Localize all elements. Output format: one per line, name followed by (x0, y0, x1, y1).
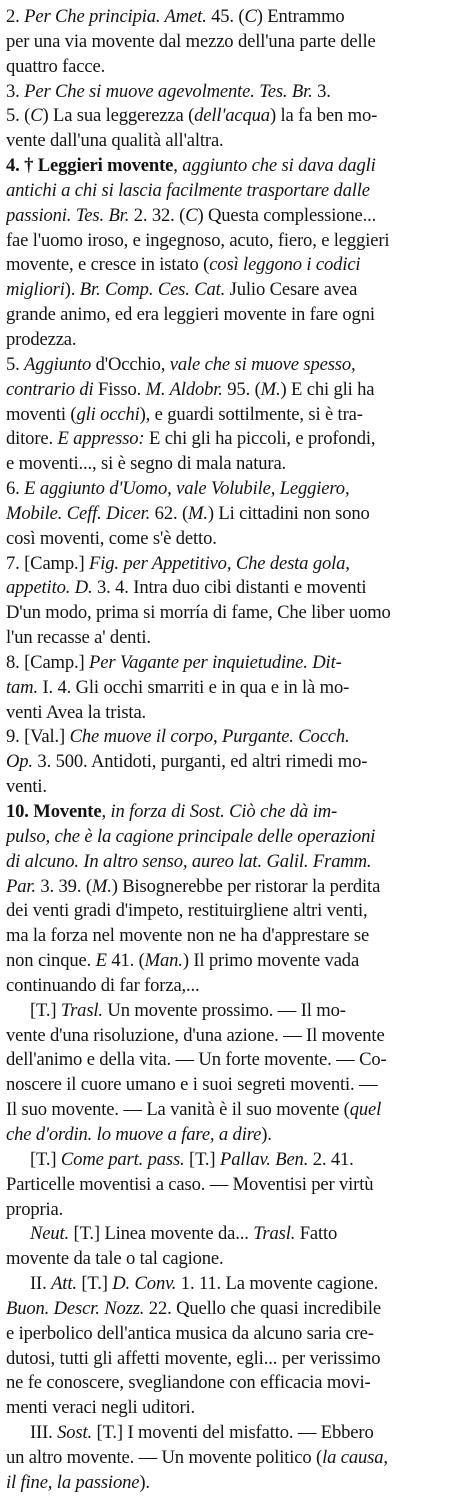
text-line: così moventi, come s'è detto. (6, 527, 217, 549)
text-line: di alcuno. In altro senso, aureo lat. Galil. Framm. (6, 850, 372, 872)
text-line: l'un recasse a' denti. (6, 627, 151, 649)
sense-2 (6, 5, 465, 80)
text-line: propria. (6, 1198, 64, 1220)
sense-8 (6, 651, 465, 726)
text-line: non cinque. E 41. (Man.) Il primo movente vada (6, 950, 360, 972)
text-line: movente da tale o tal cagione. (6, 1248, 224, 1270)
text-line: 6. E aggiunto d'Uomo, vale Volubile, Leggiero, (6, 478, 350, 500)
text-line: passioni. Tes. Br. 2. 32. (C) Questa complessione... (6, 204, 377, 226)
text-line: 4. † Leggieri movente, aggiunto che si dava dagli (6, 155, 376, 177)
section-II-cont (6, 1297, 465, 1421)
section-III-cont (6, 1446, 465, 1496)
text-line: 5. Aggiunto d'Occhio, vale che si muove spesso, (6, 353, 356, 375)
text-line: vente d'una risoluzione, d'una azione. — Il movente (6, 1024, 385, 1046)
text-line: e iperbolico dell'antica musica da alcuno saria cre- (6, 1322, 374, 1344)
text-line: contrario di Fisso. M. Aldobr. 95. (M.) E chi gli ha (6, 378, 375, 400)
text-line: 2. Per Che principia. Amet. 45. (C) Entrammo (6, 6, 345, 27)
text-line: 8. [Camp.] Per Vagante per inquietudine. Dit- (6, 651, 342, 673)
text-line: un altro movente. — Un movente politico (la causa, (6, 1446, 388, 1468)
text-line: 9. [Val.] Che muove il corpo, Purgante. Cocch. (6, 726, 350, 748)
text-line: moventi (gli occhi), e guardi sottilmente, si è tra- (6, 403, 363, 425)
sense-5 (6, 353, 465, 477)
text-line: Buon. Descr. Nozz. 22. Quello che quasi incredibile (6, 1297, 382, 1319)
text-line: per una via movente dal mezzo dell'una parte delle (6, 30, 376, 52)
text-line: II. Att. [T.] D. Conv. 1. 11. La movente cagione. (30, 1273, 379, 1295)
text-line: Par. 3. 39. (M.) Bisognerebbe per ristorar la perdita (6, 875, 381, 897)
text-line: Particelle moventisi a caso. — Moventisi per virtù (6, 1173, 374, 1195)
text-line: ma la forza nel movente non ne ha d'apprestare se (6, 925, 370, 947)
section-II (6, 1272, 465, 1297)
sense-4 (6, 154, 465, 353)
text-line: Neut. [T.] Linea movente da... Trasl. Fatto (30, 1223, 338, 1245)
text-line: ne fe conoscere, svegliandone con efficacia movi- (6, 1372, 371, 1394)
text-line: che d'ordin. lo muove a fare, a dire). (6, 1123, 272, 1145)
text-line: venti Avea la trista. (6, 701, 147, 723)
subsense-neut (6, 1222, 465, 1247)
text-line: migliori). Br. Comp. Ces. Cat. Julio Cesare avea (6, 279, 358, 301)
text-line: ditore. E appresso: E chi gli ha piccoli, e profondi, (6, 428, 376, 450)
text-line: e moventi..., si è segno di mala natura. (6, 453, 287, 475)
text-line: fae l'uomo iroso, e ingegnoso, acuto, fiero, e leggieri (6, 229, 390, 251)
text-line: dell'animo e della vita. — Un forte movente. — Co- (6, 1049, 387, 1071)
text-line: [T.] Come part. pass. [T.] Pallav. Ben. 2. 41. (30, 1148, 354, 1170)
text-line: movente, e cresce in istato (così leggono i codici (6, 254, 361, 276)
sense-9 (6, 725, 465, 800)
sense-6 (6, 477, 465, 552)
text-line: [T.] Trasl. Un movente prossimo. — Il mo- (30, 999, 346, 1021)
subsense-part-pass-cont (6, 1173, 465, 1223)
subsense-part-pass (6, 1148, 465, 1173)
text-line: appetito. D. 3. 4. Intra duo cibi distanti e moventi (6, 577, 367, 599)
text-line: venti. (6, 776, 47, 798)
text-line: 3. Per Che si muove agevolmente. Tes. Br. 3. (6, 80, 331, 102)
text-line: dei venti gradi d'impeto, restituirgliene altri venti, (6, 900, 368, 922)
subsense-trasl (6, 999, 465, 1024)
text-line: III. Sost. [T.] I moventi del misfatto. — Ebbero (30, 1422, 374, 1444)
subsense-neut-cont (6, 1247, 465, 1272)
text-line: antichi a chi si lascia facilmente trasportare dalle (6, 179, 370, 201)
section-III (6, 1421, 465, 1446)
text-line: prodezza. (6, 328, 77, 350)
text-line: noscere il cuore umano e i suoi segreti moventi. — (6, 1074, 378, 1096)
subsense-trasl-cont (6, 1024, 465, 1148)
text-line: tam. I. 4. Gli occhi smarriti e in qua e in là mo- (6, 676, 350, 698)
text-line: continuando di far forza,... (6, 974, 200, 996)
text-line: menti veraci negli uditori. (6, 1397, 196, 1419)
text-line: vente dall'una qualità all'altra. (6, 130, 224, 152)
text-line: grande animo, ed era leggieri movente in fare ogni (6, 304, 375, 326)
text-line: Op. 3. 500. Antidoti, purganti, ed altri rimedi mo- (6, 751, 368, 773)
sense-3 (6, 80, 465, 155)
text-line: 7. [Camp.] Fig. per Appetitivo, Che desta gola, (6, 552, 350, 574)
text-line: pulso, che è la cagione principale delle operazioni (6, 825, 376, 847)
text-line: Mobile. Ceff. Dicer. 62. (M.) Li cittadini non sono (6, 502, 370, 524)
text-line: quattro facce. (6, 55, 106, 77)
text-line: 10. Movente, in forza di Sost. Ciò che dà im- (6, 801, 338, 822)
text-line: il fine, la passione). (6, 1471, 150, 1493)
sense-10 (6, 800, 465, 999)
text-line: D'un modo, prima si morría di fame, Che liber uomo (6, 602, 391, 624)
text-line: dutosi, tutti gli affetti movente, egli... per verissimo (6, 1347, 381, 1369)
text-line: Il suo movente. — La vanità è il suo movente (quel (6, 1099, 382, 1121)
text-line: 5. (C) La sua leggerezza (dell'acqua) la fa ben mo- (6, 105, 378, 127)
sense-7 (6, 552, 465, 651)
